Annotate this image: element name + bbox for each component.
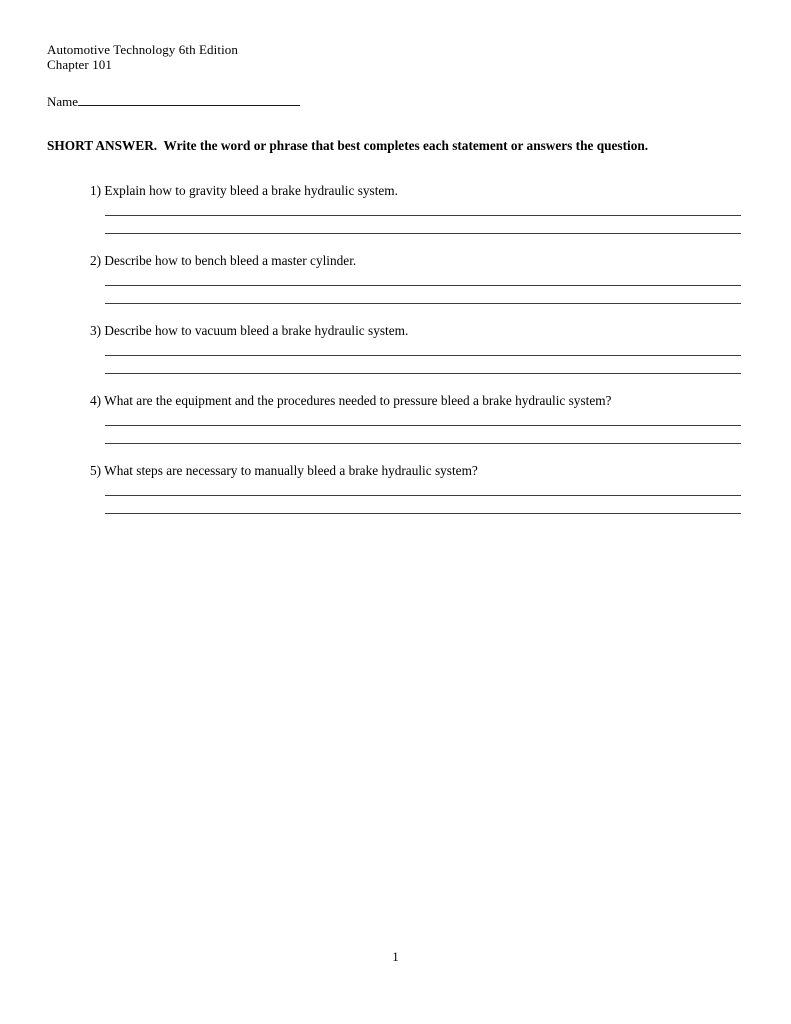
question-list xyxy=(47,166,741,514)
question-text xyxy=(90,234,741,268)
question-body: What steps are necessary to manually bleed a brake hydraulic system? xyxy=(104,463,478,478)
answer-blank-line xyxy=(105,426,741,444)
name-row xyxy=(47,93,741,109)
answer-blank-line xyxy=(105,496,741,514)
section-instructions: SHORT ANSWER. Write the word or phrase that best completes each statement or answers the question. xyxy=(47,138,649,153)
question-5 xyxy=(47,444,741,514)
name-label: Name xyxy=(47,94,79,109)
question-4 xyxy=(47,374,741,444)
page-number: 1 xyxy=(392,950,399,964)
answer-area xyxy=(105,210,741,234)
answer-area xyxy=(105,490,741,514)
question-number: 2) xyxy=(90,253,102,268)
answer-blank-line xyxy=(105,356,741,374)
question-body: What are the equipment and the procedures needed to pressure bleed a brake hydraulic system? xyxy=(104,393,612,408)
book-title: Automotive Technology 6th Edition xyxy=(47,42,238,57)
question-text xyxy=(90,304,741,338)
question-number: 3) xyxy=(90,323,102,338)
question-number: 5) xyxy=(90,463,102,478)
question-2 xyxy=(47,234,741,304)
question-1 xyxy=(47,166,741,234)
answer-area xyxy=(105,420,741,444)
question-body: Explain how to gravity bleed a brake hydraulic system. xyxy=(104,183,398,198)
question-3 xyxy=(47,304,741,374)
answer-area xyxy=(105,350,741,374)
question-body: Describe how to bench bleed a master cylinder. xyxy=(104,253,357,268)
question-text xyxy=(90,444,741,478)
chapter-label: Chapter 101 xyxy=(47,56,113,72)
question-text xyxy=(90,374,741,408)
answer-blank-line xyxy=(105,216,741,234)
name-blank-line xyxy=(78,93,300,106)
answer-area xyxy=(105,280,741,304)
answer-blank-line xyxy=(105,286,741,304)
question-number: 4) xyxy=(90,393,102,408)
question-number: 1) xyxy=(90,183,102,198)
question-text xyxy=(90,166,741,198)
question-body: Describe how to vacuum bleed a brake hydraulic system. xyxy=(104,323,409,338)
